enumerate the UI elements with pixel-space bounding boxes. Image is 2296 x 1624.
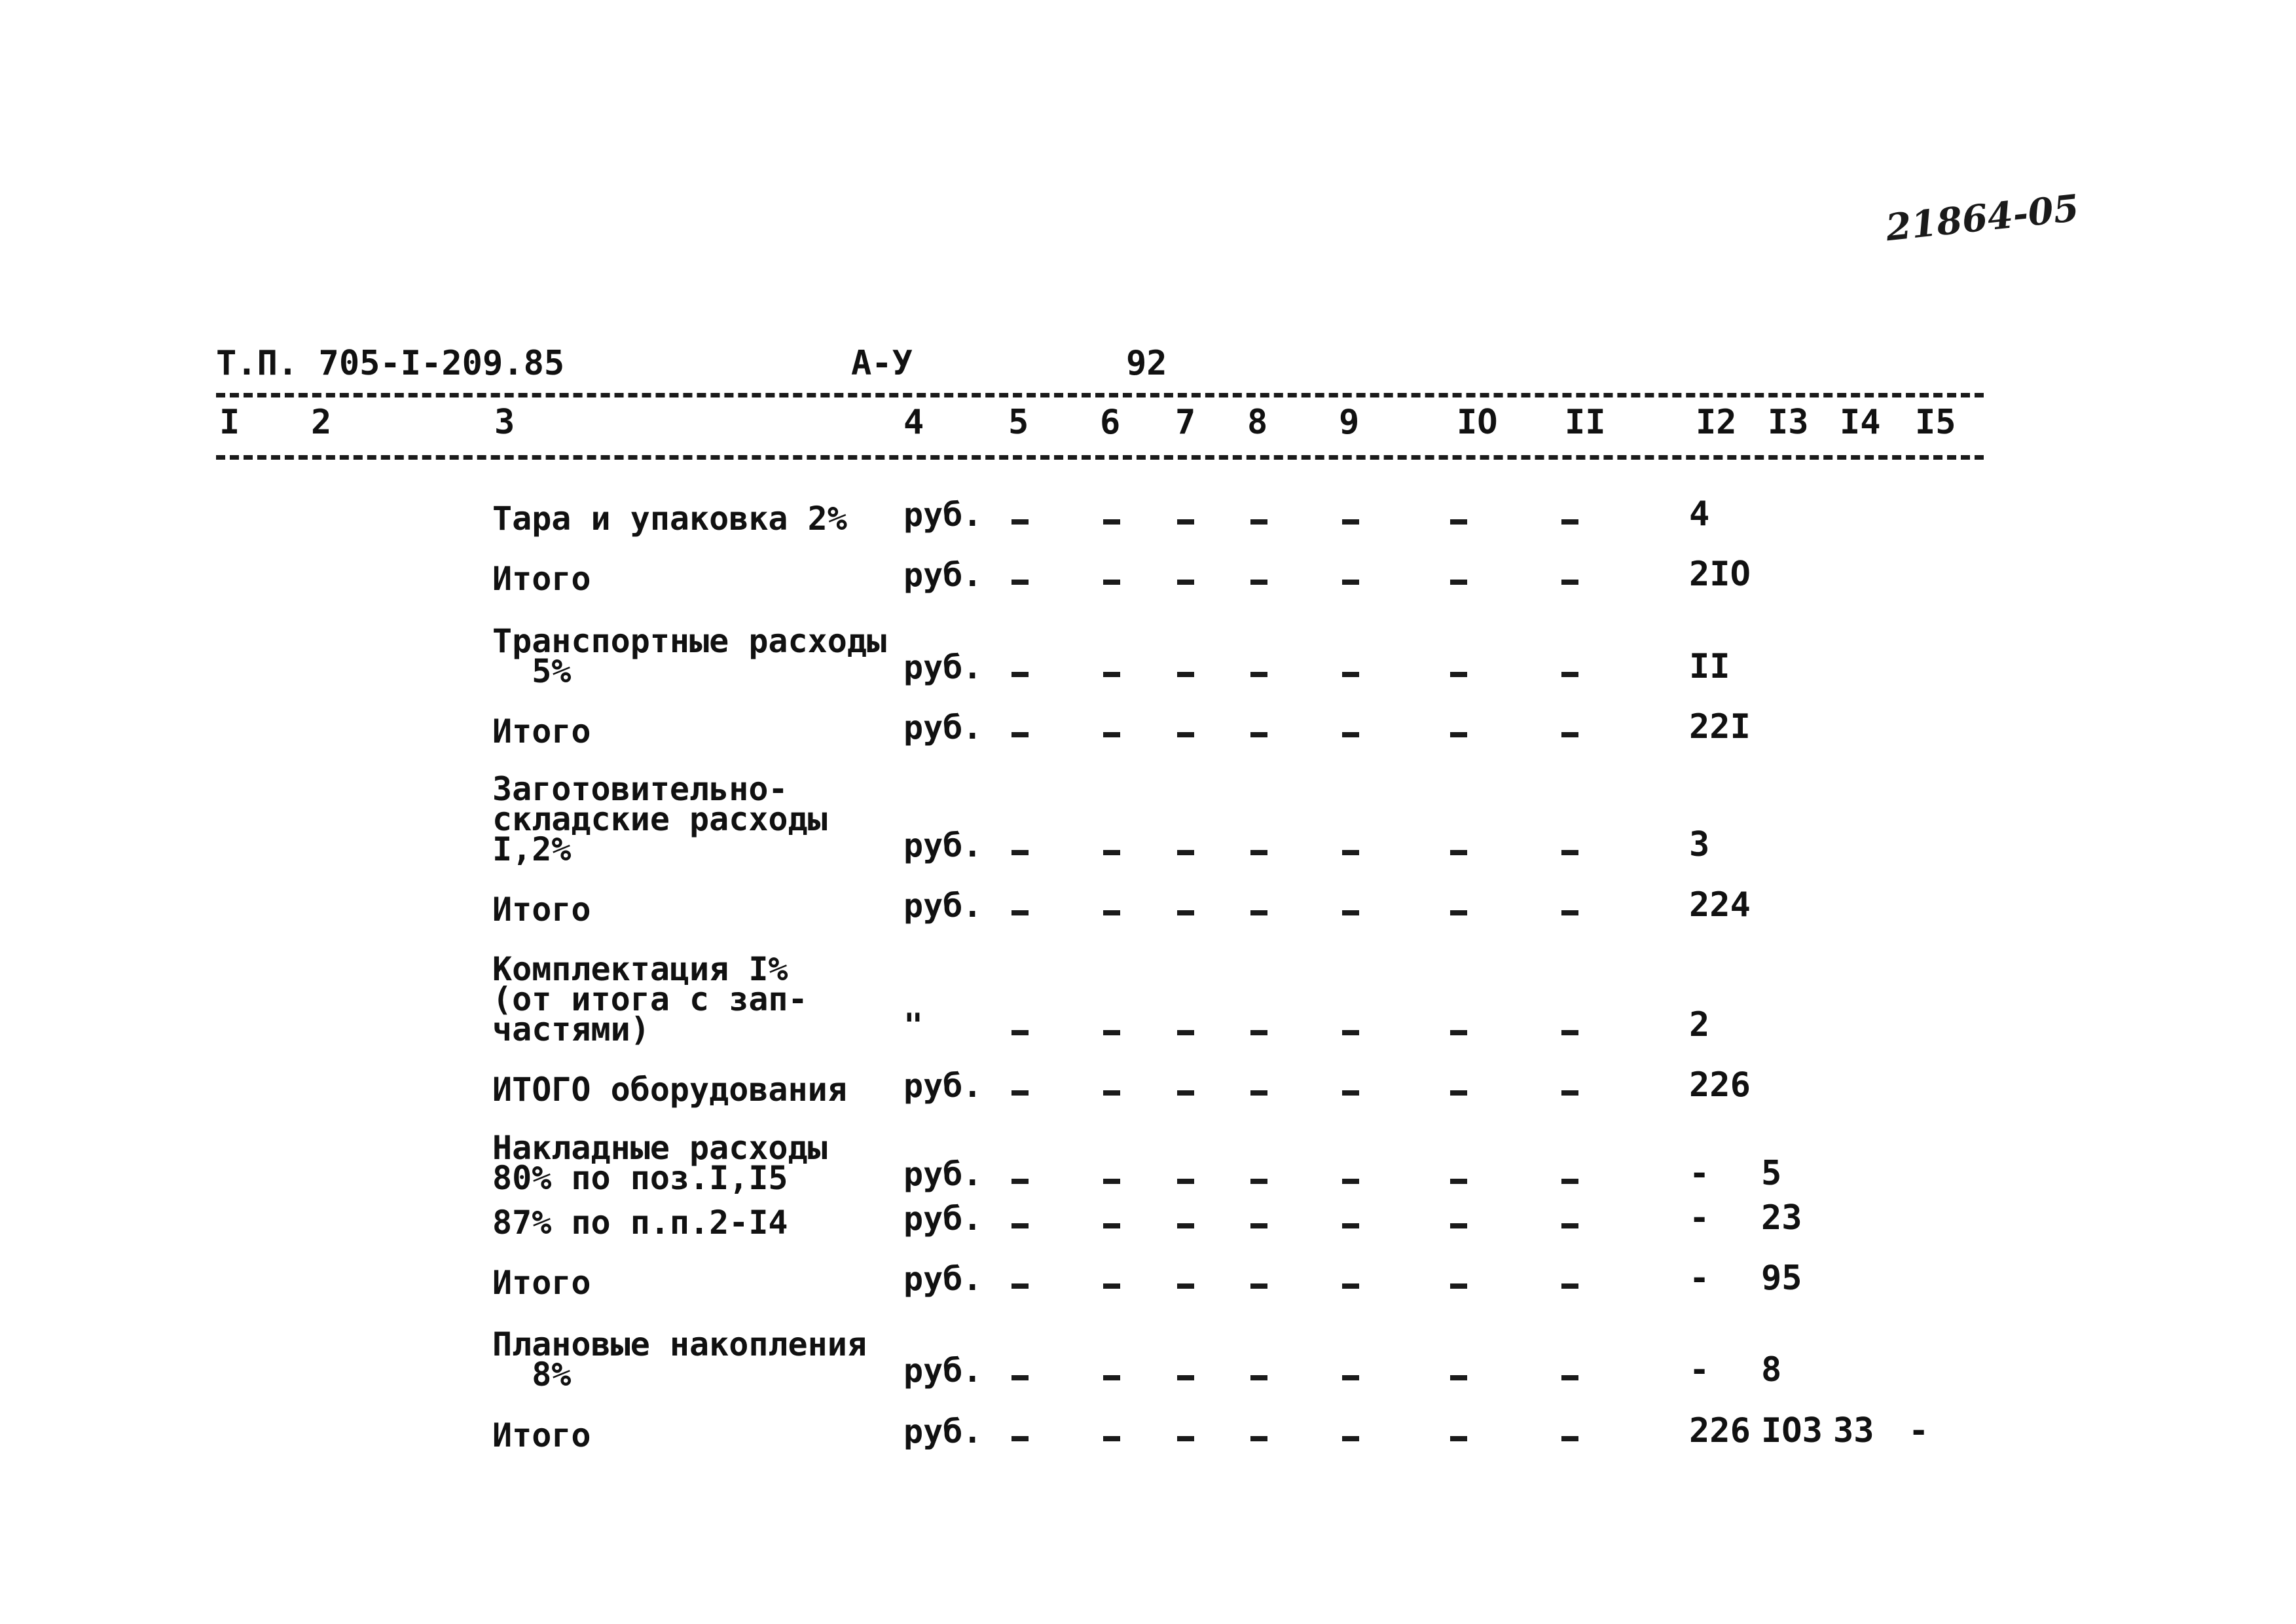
empty-cell-dash bbox=[1342, 1223, 1359, 1228]
row-label: Итого bbox=[492, 1416, 591, 1454]
empty-cell-dash bbox=[1250, 732, 1267, 737]
row-label: Накладные расходы 80% по поз.I,I5 bbox=[492, 1129, 828, 1197]
empty-cell-dash bbox=[1103, 1090, 1120, 1096]
cell-value-c13: 8 bbox=[1761, 1350, 1782, 1390]
empty-cell-dash bbox=[1561, 1436, 1578, 1441]
cell-value-c12: 2 bbox=[1689, 1005, 1710, 1044]
row-label: 87% по п.п.2-I4 bbox=[492, 1204, 788, 1242]
empty-cell-dash bbox=[1177, 1030, 1194, 1035]
cell-value-c12: - bbox=[1689, 1259, 1710, 1298]
row-label: Плановые накопления 8% bbox=[492, 1325, 867, 1393]
empty-cell-dash bbox=[1103, 1436, 1120, 1441]
table-row bbox=[0, 1411, 2296, 1454]
empty-cell-dash bbox=[1250, 1375, 1267, 1380]
empty-cell-dash bbox=[1011, 1375, 1029, 1380]
empty-cell-dash bbox=[1103, 850, 1120, 855]
empty-cell-dash bbox=[1177, 519, 1194, 525]
empty-cell-dash bbox=[1561, 672, 1578, 677]
row-label: ИТОГО оборудования bbox=[492, 1071, 847, 1109]
empty-cell-dash bbox=[1177, 580, 1194, 585]
empty-cell-dash bbox=[1177, 672, 1194, 677]
empty-cell-dash bbox=[1011, 1179, 1029, 1184]
empty-cell-dash bbox=[1561, 1030, 1578, 1035]
empty-cell-dash bbox=[1177, 1223, 1194, 1228]
empty-cell-dash bbox=[1561, 580, 1578, 585]
empty-cell-dash bbox=[1011, 850, 1029, 855]
cell-value-c12: - bbox=[1689, 1350, 1710, 1390]
empty-cell-dash bbox=[1011, 1283, 1029, 1289]
empty-cell-dash bbox=[1561, 1283, 1578, 1289]
empty-cell-dash bbox=[1450, 850, 1467, 855]
column-number: II bbox=[1565, 403, 1606, 442]
row-unit: руб. bbox=[903, 1067, 983, 1105]
table-row bbox=[0, 1065, 2296, 1109]
empty-cell-dash bbox=[1011, 1223, 1029, 1228]
table-row bbox=[0, 555, 2296, 598]
empty-cell-dash bbox=[1250, 1283, 1267, 1289]
empty-cell-dash bbox=[1342, 1436, 1359, 1441]
empty-cell-dash bbox=[1177, 850, 1194, 855]
table-row bbox=[0, 494, 2296, 538]
row-unit: руб. bbox=[903, 648, 983, 686]
empty-cell-dash bbox=[1250, 1179, 1267, 1184]
empty-cell-dash bbox=[1011, 732, 1029, 737]
cell-value-c13: 5 bbox=[1761, 1154, 1782, 1193]
empty-cell-dash bbox=[1103, 1179, 1120, 1184]
empty-cell-dash bbox=[1342, 1030, 1359, 1035]
empty-cell-dash bbox=[1450, 1283, 1467, 1289]
empty-cell-dash bbox=[1450, 580, 1467, 585]
cell-value-c12: - bbox=[1689, 1154, 1710, 1193]
empty-cell-dash bbox=[1011, 1030, 1029, 1035]
empty-cell-dash bbox=[1342, 850, 1359, 855]
column-number: 7 bbox=[1175, 403, 1196, 442]
cell-value-c12: - bbox=[1689, 1198, 1710, 1238]
empty-cell-dash bbox=[1561, 1090, 1578, 1096]
empty-cell-dash bbox=[1561, 732, 1578, 737]
archive-stamp: 21864-05 bbox=[1884, 186, 2081, 250]
empty-cell-dash bbox=[1103, 580, 1120, 585]
empty-cell-dash bbox=[1250, 1030, 1267, 1035]
empty-cell-dash bbox=[1342, 1090, 1359, 1096]
empty-cell-dash bbox=[1450, 672, 1467, 677]
column-number: I bbox=[219, 403, 240, 442]
empty-cell-dash bbox=[1250, 580, 1267, 585]
empty-cell-dash bbox=[1103, 519, 1120, 525]
column-number: 2 bbox=[311, 403, 332, 442]
empty-cell-dash bbox=[1342, 1179, 1359, 1184]
column-number: I3 bbox=[1768, 403, 1809, 442]
row-unit: руб. bbox=[903, 826, 983, 864]
cell-value-c12: 226 bbox=[1689, 1411, 1751, 1450]
empty-cell-dash bbox=[1561, 1223, 1578, 1228]
empty-cell-dash bbox=[1103, 672, 1120, 677]
empty-cell-dash bbox=[1011, 580, 1029, 585]
empty-cell-dash bbox=[1450, 1436, 1467, 1441]
empty-cell-dash bbox=[1250, 519, 1267, 525]
table-row bbox=[0, 707, 2296, 750]
empty-cell-dash bbox=[1450, 519, 1467, 525]
table-row bbox=[0, 1259, 2296, 1302]
table-row bbox=[0, 1129, 2296, 1197]
row-label: Итого bbox=[492, 1264, 591, 1302]
empty-cell-dash bbox=[1342, 672, 1359, 677]
row-label: Тара и упаковка 2% bbox=[492, 500, 847, 538]
empty-cell-dash bbox=[1450, 1090, 1467, 1096]
section-code: А-У bbox=[851, 344, 913, 383]
empty-cell-dash bbox=[1561, 910, 1578, 915]
table-row bbox=[0, 1325, 2296, 1393]
column-number: I5 bbox=[1915, 403, 1956, 442]
empty-cell-dash bbox=[1103, 1283, 1120, 1289]
empty-cell-dash bbox=[1103, 732, 1120, 737]
empty-cell-dash bbox=[1250, 1090, 1267, 1096]
empty-cell-dash bbox=[1342, 519, 1359, 525]
empty-cell-dash bbox=[1342, 580, 1359, 585]
empty-cell-dash bbox=[1561, 1179, 1578, 1184]
header-divider-bottom bbox=[216, 455, 1984, 460]
row-label: Заготовительно- складские расходы I,2% bbox=[492, 770, 828, 868]
empty-cell-dash bbox=[1342, 732, 1359, 737]
table-row bbox=[0, 1198, 2296, 1242]
cell-value-c12: 4 bbox=[1689, 494, 1710, 534]
empty-cell-dash bbox=[1011, 1090, 1029, 1096]
empty-cell-dash bbox=[1561, 519, 1578, 525]
empty-cell-dash bbox=[1342, 1283, 1359, 1289]
empty-cell-dash bbox=[1250, 1436, 1267, 1441]
page-number: 92 bbox=[1126, 344, 1167, 383]
row-unit: руб. bbox=[903, 1412, 983, 1450]
cell-value-c14: 33 bbox=[1833, 1411, 1874, 1450]
column-number: IO bbox=[1457, 403, 1498, 442]
cell-value-c12: 3 bbox=[1689, 825, 1710, 864]
empty-cell-dash bbox=[1177, 732, 1194, 737]
table-row bbox=[0, 885, 2296, 929]
row-unit: руб. bbox=[903, 887, 983, 925]
row-unit: руб. bbox=[903, 496, 983, 534]
row-label: Комплектация I% (от итога с зап- частями) bbox=[492, 950, 808, 1048]
empty-cell-dash bbox=[1011, 519, 1029, 525]
empty-cell-dash bbox=[1450, 1179, 1467, 1184]
empty-cell-dash bbox=[1450, 910, 1467, 915]
table-row bbox=[0, 770, 2296, 868]
column-number: 5 bbox=[1008, 403, 1029, 442]
empty-cell-dash bbox=[1103, 1030, 1120, 1035]
empty-cell-dash bbox=[1177, 1375, 1194, 1380]
cell-value-c13: 23 bbox=[1761, 1198, 1802, 1238]
cell-value-c12: 224 bbox=[1689, 885, 1751, 925]
empty-cell-dash bbox=[1011, 1436, 1029, 1441]
column-number: 8 bbox=[1247, 403, 1268, 442]
empty-cell-dash bbox=[1103, 1223, 1120, 1228]
empty-cell-dash bbox=[1561, 1375, 1578, 1380]
cell-value-c13: IO3 bbox=[1761, 1411, 1823, 1450]
cell-value-c12: II bbox=[1689, 647, 1730, 686]
cell-value-c12: 22I bbox=[1689, 707, 1751, 747]
header-divider-top bbox=[216, 393, 1984, 397]
empty-cell-dash bbox=[1177, 1179, 1194, 1184]
row-unit: руб. bbox=[903, 709, 983, 747]
empty-cell-dash bbox=[1450, 732, 1467, 737]
empty-cell-dash bbox=[1011, 910, 1029, 915]
empty-cell-dash bbox=[1450, 1030, 1467, 1035]
empty-cell-dash bbox=[1450, 1375, 1467, 1380]
column-number: 6 bbox=[1100, 403, 1121, 442]
row-label: Итого bbox=[492, 712, 591, 750]
empty-cell-dash bbox=[1450, 1223, 1467, 1228]
table-row bbox=[0, 622, 2296, 690]
row-unit: руб. bbox=[903, 1200, 983, 1238]
cell-value-c15: - bbox=[1908, 1411, 1929, 1450]
row-unit: руб. bbox=[903, 1352, 983, 1390]
empty-cell-dash bbox=[1250, 850, 1267, 855]
empty-cell-dash bbox=[1177, 910, 1194, 915]
row-unit: руб. bbox=[903, 556, 983, 594]
cell-value-c13: 95 bbox=[1761, 1259, 1802, 1298]
row-label: Итого bbox=[492, 560, 591, 598]
empty-cell-dash bbox=[1177, 1283, 1194, 1289]
row-label: Итого bbox=[492, 891, 591, 929]
row-unit: руб. bbox=[903, 1260, 983, 1298]
empty-cell-dash bbox=[1103, 910, 1120, 915]
empty-cell-dash bbox=[1103, 1375, 1120, 1380]
empty-cell-dash bbox=[1250, 1223, 1267, 1228]
column-number: 9 bbox=[1339, 403, 1360, 442]
row-unit: " bbox=[903, 1006, 924, 1044]
cell-value-c12: 2IO bbox=[1689, 555, 1751, 594]
column-number: 3 bbox=[494, 403, 515, 442]
empty-cell-dash bbox=[1342, 1375, 1359, 1380]
empty-cell-dash bbox=[1177, 1436, 1194, 1441]
column-number: I2 bbox=[1696, 403, 1737, 442]
cell-value-c12: 226 bbox=[1689, 1065, 1751, 1105]
empty-cell-dash bbox=[1561, 850, 1578, 855]
row-label: Транспортные расходы 5% bbox=[492, 622, 887, 690]
table-row bbox=[0, 950, 2296, 1048]
project-code: Т.П. 705-I-209.85 bbox=[216, 344, 565, 383]
empty-cell-dash bbox=[1250, 672, 1267, 677]
row-unit: руб. bbox=[903, 1155, 983, 1193]
column-number: I4 bbox=[1840, 403, 1881, 442]
column-number: 4 bbox=[903, 403, 924, 442]
empty-cell-dash bbox=[1342, 910, 1359, 915]
empty-cell-dash bbox=[1011, 672, 1029, 677]
empty-cell-dash bbox=[1250, 910, 1267, 915]
empty-cell-dash bbox=[1177, 1090, 1194, 1096]
